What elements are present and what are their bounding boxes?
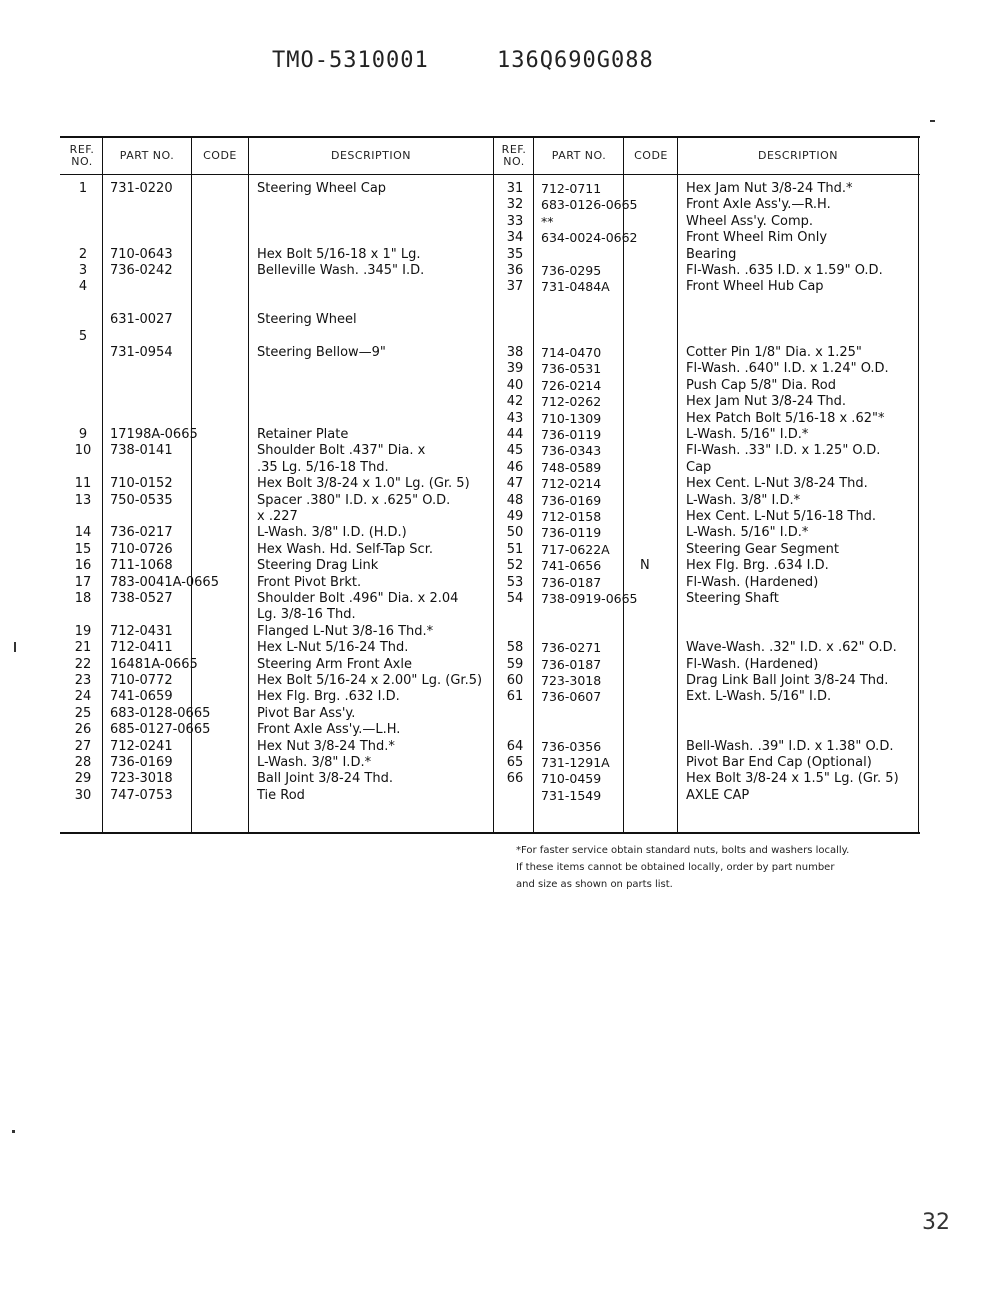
cell-part: 741-0659 [110, 689, 173, 705]
table-row [0, 493, 1000, 510]
cell-ref: 1 [78, 181, 88, 196]
header-part-2: PART NO. [551, 149, 607, 162]
cell-ref: 19 [74, 623, 92, 639]
cell-desc: x .227 [257, 509, 298, 524]
cell-right-ref: 48 [506, 492, 524, 508]
header-ref: REF. NO. [69, 143, 95, 168]
cell-ref: 27 [74, 738, 92, 754]
cell-ref: 15 [74, 541, 92, 557]
cell-desc: Steering Arm Front Axle [257, 656, 412, 672]
cell-right-code: N [640, 558, 650, 574]
table-row [0, 345, 1000, 362]
cell-ref: 10 [74, 443, 92, 459]
scan-speck [14, 642, 16, 652]
table-row [0, 443, 1000, 460]
cell-part: 711-1068 [110, 558, 173, 574]
cell-right-part: 726-0214 [541, 377, 602, 393]
cell-desc: Lg. 3/8-16 Thd. [257, 607, 356, 623]
table-row [0, 214, 1000, 231]
cell-right-ref: 36 [506, 263, 524, 278]
cell-ref: 2 [78, 246, 88, 262]
cell-right-ref: 52 [506, 558, 524, 574]
cell-desc: Ball Joint 3/8-24 Thd. [257, 771, 393, 787]
cell-right-part: 736-0169 [541, 492, 602, 508]
cell-right-part: 717-0622A [541, 541, 610, 557]
cell-right-ref: 31 [506, 181, 524, 196]
cell-part: 712-0241 [110, 738, 173, 754]
cell-ref: 24 [74, 689, 92, 705]
cell-right-desc: Drag Link Ball Joint 3/8-24 Thd. [686, 673, 889, 688]
table-row [0, 411, 1000, 428]
cell-ref: 17 [74, 574, 92, 590]
cell-part: 710-0772 [110, 673, 173, 688]
cell-right-part: ** [541, 213, 554, 229]
cell-part: 738-0527 [110, 591, 173, 606]
cell-right-ref: 54 [506, 591, 524, 606]
cell-right-part: 736-0119 [541, 525, 602, 541]
cell-right-part: 731-1291A [541, 755, 610, 770]
cell-right-part: 736-0295 [541, 263, 602, 278]
cell-ref: 13 [74, 492, 92, 508]
cell-part: 738-0141 [110, 443, 173, 459]
cell-desc: Belleville Wash. .345" I.D. [257, 263, 425, 278]
cell-ref: 22 [74, 656, 92, 672]
cell-part: 710-0726 [110, 541, 173, 557]
cell-right-desc: Fl-Wash. .640" I.D. x 1.24" O.D. [686, 361, 889, 377]
cell-right-desc: L-Wash. 3/8" I.D.* [686, 492, 801, 508]
scan-speck [12, 1130, 15, 1133]
cell-desc: Front Pivot Brkt. [257, 574, 362, 590]
cell-desc: Retainer Plate [257, 427, 349, 442]
table-row [0, 624, 1000, 641]
table-row [0, 460, 1000, 477]
cell-right-ref: 51 [506, 541, 524, 557]
cell-ref: 25 [74, 705, 92, 721]
cell-right-part: 736-0187 [541, 574, 602, 590]
cell-right-ref: 42 [506, 394, 524, 410]
cell-right-ref: 49 [506, 509, 524, 524]
cell-right-ref: 61 [506, 689, 524, 705]
table-row [0, 361, 1000, 378]
cell-right-part: 731-0484A [541, 279, 610, 295]
cell-right-ref: 64 [506, 738, 524, 754]
cell-desc: Steering Drag Link [257, 558, 379, 574]
cell-right-desc: Fl-Wash. .635 I.D. x 1.59" O.D. [686, 263, 883, 278]
table-row [0, 542, 1000, 559]
cell-ref: 23 [74, 673, 92, 688]
cell-right-desc: Fl-Wash. (Hardened) [686, 656, 819, 672]
cell-right-part: 736-0607 [541, 689, 602, 705]
cell-desc: L-Wash. 3/8" I.D.* [257, 755, 372, 770]
table-row [0, 378, 1000, 395]
cell-right-desc: Fl-Wash. .33" I.D. x 1.25" O.D. [686, 443, 881, 459]
table-row [0, 181, 1000, 198]
cell-right-desc: Cotter Pin 1/8" Dia. x 1.25" [686, 345, 862, 360]
cell-right-ref: 50 [506, 525, 524, 541]
cell-ref: 18 [74, 591, 92, 606]
cell-ref: 29 [74, 771, 92, 787]
cell-right-desc: Hex Bolt 3/8-24 x 1.5" Lg. (Gr. 5) [686, 771, 899, 787]
cell-ref: 16 [74, 558, 92, 574]
serial-code: 136Q690G088 [497, 48, 654, 73]
cell-part: 731-0954 [110, 345, 173, 360]
table-row [0, 329, 1000, 346]
cell-ref: 30 [74, 787, 92, 803]
table-row [0, 771, 1000, 788]
cell-right-part: 736-0187 [541, 656, 602, 672]
cell-desc: Shoulder Bolt .437" Dia. x [257, 443, 426, 459]
cell-right-part: 683-0126-0665 [541, 197, 638, 213]
cell-right-part: 710-1309 [541, 410, 602, 426]
cell-right-part: 736-0343 [541, 443, 602, 459]
cell-ref: 5 [78, 328, 88, 344]
cell-right-part: 714-0470 [541, 345, 602, 360]
cell-right-part: 712-0214 [541, 476, 602, 492]
cell-right-ref: 60 [506, 673, 524, 688]
table-row [0, 197, 1000, 214]
cell-part: 712-0431 [110, 623, 173, 639]
cell-right-desc: Wave-Wash. .32" I.D. x .62" O.D. [686, 640, 897, 656]
cell-right-ref: 34 [506, 230, 524, 246]
cell-right-desc: AXLE CAP [686, 787, 750, 803]
cell-right-desc: Push Cap 5/8" Dia. Rod [686, 377, 836, 393]
table-row [0, 427, 1000, 444]
table-row [0, 230, 1000, 247]
cell-part: 710-0643 [110, 246, 173, 262]
cell-right-desc: Hex Jam Nut 3/8-24 Thd.* [686, 181, 853, 196]
model-number: TMO-5310001 [272, 48, 429, 73]
cell-desc: Spacer .380" I.D. x .625" O.D. [257, 492, 451, 508]
header-description-2: DESCRIPTION [758, 149, 838, 162]
cell-right-desc: Hex Jam Nut 3/8-24 Thd. [686, 394, 847, 410]
cell-right-ref: 66 [506, 771, 524, 787]
cell-right-ref: 45 [506, 443, 524, 459]
page-number: 32 [922, 1210, 950, 1235]
cell-desc: Hex L-Nut 5/16-24 Thd. [257, 640, 409, 656]
table-row [0, 657, 1000, 674]
table-row [0, 247, 1000, 264]
cell-right-part: 736-0531 [541, 361, 602, 377]
cell-right-ref: 33 [506, 213, 524, 229]
table-row [0, 263, 1000, 280]
cell-part: 712-0411 [110, 640, 173, 656]
cell-right-ref: 37 [506, 279, 524, 295]
table-row [0, 739, 1000, 756]
table-row [0, 673, 1000, 690]
cell-right-desc: Bell-Wash. .39" I.D. x 1.38" O.D. [686, 738, 894, 754]
header-code-2: CODE [634, 149, 668, 162]
cell-ref: 28 [74, 755, 92, 770]
table-row [0, 296, 1000, 313]
cell-desc: Hex Bolt 3/8-24 x 1.0" Lg. (Gr. 5) [257, 476, 470, 492]
footnote-line: and size as shown on parts list. [516, 879, 673, 890]
cell-right-desc: Steering Gear Segment [686, 541, 839, 557]
cell-right-ref: 65 [506, 755, 524, 770]
cell-right-ref: 39 [506, 361, 524, 377]
cell-part: 736-0217 [110, 525, 173, 541]
cell-right-part: 712-0262 [541, 394, 602, 410]
cell-right-ref: 46 [506, 459, 524, 475]
cell-ref: 26 [74, 722, 92, 738]
cell-desc: Hex Bolt 5/16-24 x 2.00" Lg. (Gr.5) [257, 673, 483, 688]
cell-desc: Steering Wheel Cap [257, 181, 387, 196]
cell-right-ref: 43 [506, 410, 524, 426]
table-row [0, 722, 1000, 739]
cell-ref: 3 [78, 263, 88, 278]
cell-right-ref: 59 [506, 656, 524, 672]
cell-right-part: 738-0919-0665 [541, 591, 638, 606]
cell-right-desc: Hex Patch Bolt 5/16-18 x .62"* [686, 410, 885, 426]
cell-part: 685-0127-0665 [110, 722, 211, 738]
cell-desc: .35 Lg. 5/16-18 Thd. [257, 459, 389, 475]
table-row [0, 591, 1000, 608]
cell-right-ref: 40 [506, 377, 524, 393]
cell-desc: Pivot Bar Ass'y. [257, 705, 356, 721]
table-row [0, 509, 1000, 526]
cell-part: 631-0027 [110, 312, 173, 328]
table-row [0, 575, 1000, 592]
cell-right-desc: Hex Flg. Brg. .634 I.D. [686, 558, 829, 574]
footnote-line: If these items cannot be obtained locally, order by part number [516, 862, 835, 873]
cell-right-part: 712-0711 [541, 181, 602, 196]
cell-part: 16481A-0665 [110, 656, 198, 672]
cell-part: 736-0242 [110, 263, 173, 278]
cell-part: 731-0220 [110, 181, 173, 196]
table-row [0, 640, 1000, 657]
cell-right-desc: L-Wash. 5/16" I.D.* [686, 427, 809, 442]
cell-right-ref: 35 [506, 246, 524, 262]
scan-speck [930, 120, 935, 122]
table-row [0, 689, 1000, 706]
cell-right-part: 634-0024-0662 [541, 230, 638, 246]
cell-right-desc: Ext. L-Wash. 5/16" I.D. [686, 689, 832, 705]
cell-right-part: 731-1549 [541, 787, 602, 803]
cell-part: 736-0169 [110, 755, 173, 770]
cell-desc: Tie Rod [257, 787, 305, 803]
table-row [0, 525, 1000, 542]
cell-desc: Steering Wheel [257, 312, 357, 328]
cell-right-ref: 44 [506, 427, 524, 442]
cell-desc: Hex Nut 3/8-24 Thd.* [257, 738, 395, 754]
cell-right-desc: Front Wheel Hub Cap [686, 279, 824, 295]
cell-right-desc: Fl-Wash. (Hardened) [686, 574, 819, 590]
cell-right-desc: Hex Cent. L-Nut 3/8-24 Thd. [686, 476, 868, 492]
cell-right-desc: Front Axle Ass'y.—R.H. [686, 197, 831, 213]
table-row [0, 476, 1000, 493]
cell-ref: 4 [78, 279, 88, 295]
cell-desc: Front Axle Ass'y.—L.H. [257, 722, 401, 738]
table-row [0, 788, 1000, 805]
footnote [516, 842, 936, 893]
table-row [0, 279, 1000, 296]
cell-right-desc: Cap [686, 459, 712, 475]
cell-right-desc: Wheel Ass'y. Comp. [686, 213, 814, 229]
cell-right-ref: 53 [506, 574, 524, 590]
header-description: DESCRIPTION [331, 149, 411, 162]
cell-right-desc: Bearing [686, 246, 737, 262]
cell-desc: Flanged L-Nut 3/8-16 Thd.* [257, 623, 434, 639]
cell-desc: Hex Flg. Brg. .632 I.D. [257, 689, 400, 705]
cell-right-part: 710-0459 [541, 771, 602, 787]
table-row [0, 607, 1000, 624]
footnote-line: *For faster service obtain standard nuts, bolts and washers locally. [516, 845, 850, 856]
cell-right-desc: Steering Shaft [686, 591, 779, 606]
cell-ref: 11 [74, 476, 92, 492]
cell-right-part: 736-0119 [541, 427, 602, 442]
cell-ref: 9 [78, 427, 88, 442]
cell-right-part: 748-0589 [541, 459, 602, 475]
cell-right-ref: 38 [506, 345, 524, 360]
cell-desc: Shoulder Bolt .496" Dia. x 2.04 [257, 591, 459, 606]
table-row [0, 755, 1000, 772]
cell-part: 683-0128-0665 [110, 705, 211, 721]
cell-right-part: 723-3018 [541, 673, 602, 688]
table-row [0, 312, 1000, 329]
cell-desc: Hex Bolt 5/16-18 x 1" Lg. [257, 246, 421, 262]
header-part: PART NO. [119, 149, 175, 162]
cell-desc: L-Wash. 3/8" I.D. (H.D.) [257, 525, 407, 541]
cell-right-part: 712-0158 [541, 509, 602, 524]
table-row [0, 558, 1000, 575]
cell-ref: 21 [74, 640, 92, 656]
cell-part: 723-3018 [110, 771, 173, 787]
cell-desc: Hex Wash. Hd. Self-Tap Scr. [257, 541, 433, 557]
cell-right-ref: 32 [506, 197, 524, 213]
cell-right-desc: Hex Cent. L-Nut 5/16-18 Thd. [686, 509, 877, 524]
table-row [0, 706, 1000, 723]
cell-part: 17198A-0665 [110, 427, 198, 442]
cell-part: 747-0753 [110, 787, 173, 803]
cell-part: 710-0152 [110, 476, 173, 492]
table-row [0, 394, 1000, 411]
cell-right-desc: L-Wash. 5/16" I.D.* [686, 525, 809, 541]
cell-right-ref: 58 [506, 640, 524, 656]
cell-right-part: 736-0356 [541, 738, 602, 754]
header-code: CODE [203, 149, 237, 162]
cell-desc: Steering Bellow—9" [257, 345, 386, 360]
cell-right-desc: Pivot Bar End Cap (Optional) [686, 755, 872, 770]
cell-right-part: 736-0271 [541, 640, 602, 656]
cell-part: 783-0041A-0665 [110, 574, 219, 590]
cell-right-desc: Front Wheel Rim Only [686, 230, 828, 246]
header-ref-2: REF. NO. [501, 143, 527, 168]
cell-right-part: 741-0656 [541, 558, 602, 574]
cell-ref: 14 [74, 525, 92, 541]
cell-right-ref: 47 [506, 476, 524, 492]
cell-part: 750-0535 [110, 492, 173, 508]
header-divider [60, 174, 920, 175]
